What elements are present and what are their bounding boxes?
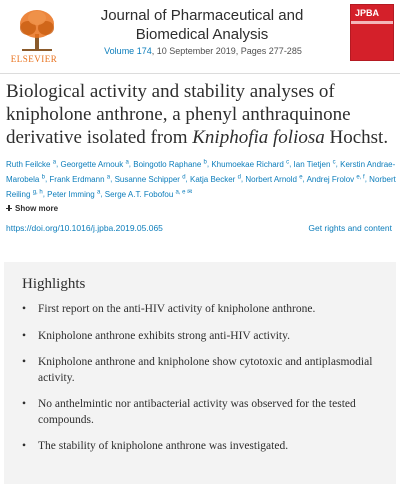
article-title — [6, 80, 396, 149]
highlight-text: Knipholone anthrone exhibits strong anti-HIV activity. — [38, 329, 290, 342]
highlight-text: First report on the anti-HIV activity of knipholone anthrone. — [38, 303, 316, 315]
author-affiliation: b — [203, 159, 207, 165]
highlight-text: The stability of knipholone anthrone was investigated. — [38, 440, 289, 452]
author-affiliation: d — [237, 174, 241, 181]
author-separator: , — [289, 159, 294, 169]
highlight-item — [18, 329, 386, 345]
author-link[interactable] — [49, 175, 110, 184]
highlight-item — [18, 397, 386, 428]
author-affiliation: d — [182, 174, 186, 181]
bullet-icon: • — [22, 329, 27, 342]
article-title-species: Kniphofia foliosa — [192, 127, 325, 148]
author-name: Norbert Arnold — [245, 174, 297, 184]
author-name: Khumoekae Richard — [211, 159, 284, 169]
journal-cover-thumbnail[interactable] — [350, 4, 394, 61]
author-link[interactable] — [105, 190, 192, 199]
author-affiliation: a, e ✉ — [175, 189, 193, 196]
author-list — [6, 156, 396, 201]
author-name: Katja Becker — [189, 174, 236, 184]
author-separator: , — [302, 174, 307, 184]
author-name: Andrej Frolov — [306, 174, 355, 184]
journal-title[interactable]: Journal of Pharmaceutical and Biomedical Analysis — [100, 7, 304, 43]
author-name: Ian Tietjen — [293, 159, 331, 169]
author-separator: , — [100, 189, 105, 199]
author-link[interactable] — [307, 175, 365, 184]
author-link[interactable] — [47, 190, 100, 199]
highlight-item — [18, 439, 386, 455]
show-more-button[interactable] — [6, 204, 58, 213]
author-separator: , — [44, 174, 50, 184]
author-affiliation: a — [125, 159, 129, 165]
author-link[interactable] — [6, 160, 56, 169]
show-more-label: Show more — [15, 204, 59, 213]
bullet-icon: • — [22, 440, 27, 452]
author-affiliation: a — [106, 174, 111, 181]
volume-link[interactable]: Volume 174 — [104, 46, 152, 56]
author-link[interactable] — [294, 160, 336, 169]
author-separator: , — [56, 159, 61, 169]
author-link[interactable] — [190, 175, 241, 184]
issue-info — [70, 46, 336, 56]
cover-title: JPBA — [355, 8, 380, 18]
author-separator: , — [110, 174, 115, 184]
author-affiliation: c — [332, 159, 336, 165]
highlights-section — [4, 262, 396, 484]
author-name: Kerstin Andrae-Marobela — [6, 159, 396, 184]
plus-icon — [6, 205, 12, 211]
author-separator: , — [128, 159, 134, 169]
author-link[interactable] — [61, 160, 129, 169]
author-link[interactable] — [211, 160, 289, 169]
highlights-heading: Highlights — [22, 276, 86, 292]
author-link[interactable] — [245, 175, 302, 184]
doi-link[interactable]: https://doi.org/10.1016/j.jpba.2019.05.065 — [6, 223, 163, 233]
highlights-list — [18, 302, 386, 455]
elsevier-tree-icon — [16, 8, 58, 52]
author-name: Serge A.T. Fobofou — [104, 189, 174, 199]
author-affiliation: a — [52, 159, 57, 165]
issue-details: , 10 September 2019, Pages 277-285 — [151, 46, 302, 56]
author-name: Georgette Arnouk — [60, 159, 124, 169]
author-separator: , — [335, 159, 341, 169]
header-divider — [0, 73, 400, 74]
highlight-item — [18, 302, 386, 318]
author-separator: , — [206, 159, 212, 169]
highlight-text: No anthelmintic nor antibacterial activity was observed for the tested compounds. — [38, 398, 356, 426]
author-name: Norbert Reiling — [6, 174, 396, 199]
author-affiliation: g, h — [32, 189, 43, 196]
publisher-name: ELSEVIER — [10, 54, 58, 64]
highlight-text: Knipholone anthrone and knipholone show cytotoxic and antiplasmodial activity. — [38, 356, 373, 384]
author-separator: , — [42, 189, 48, 199]
author-name: Peter Imming — [47, 189, 95, 199]
author-separator: , — [364, 174, 370, 184]
cover-band — [351, 21, 393, 24]
author-affiliation: a — [96, 189, 101, 196]
article-title-main: Biological activity and stability analyses of knipholone anthrone, a phenyl anthraquinone derivative isolated from — [6, 81, 351, 148]
author-affiliation: e — [299, 174, 303, 181]
author-affiliation: c — [286, 159, 290, 165]
author-name: Boingotlo Raphane — [133, 159, 202, 169]
article-title-suffix: Hochst. — [324, 127, 389, 148]
journal-header — [0, 0, 400, 72]
author-affiliation: b — [41, 174, 45, 181]
author-name: Ruth Feilcke — [6, 159, 51, 169]
bullet-icon: • — [22, 356, 27, 368]
bullet-icon: • — [22, 303, 27, 315]
bullet-icon: • — [22, 398, 27, 410]
get-rights-link[interactable]: Get rights and content — [308, 223, 392, 233]
author-separator: , — [240, 174, 246, 184]
author-link[interactable] — [115, 175, 186, 184]
elsevier-logo[interactable] — [6, 6, 58, 64]
author-separator: , — [185, 174, 190, 184]
author-name: Frank Erdmann — [49, 174, 105, 184]
highlight-item — [18, 355, 386, 386]
author-name: Susanne Schipper — [114, 174, 180, 184]
author-affiliation: e, f — [356, 174, 365, 181]
author-link[interactable] — [133, 160, 207, 169]
